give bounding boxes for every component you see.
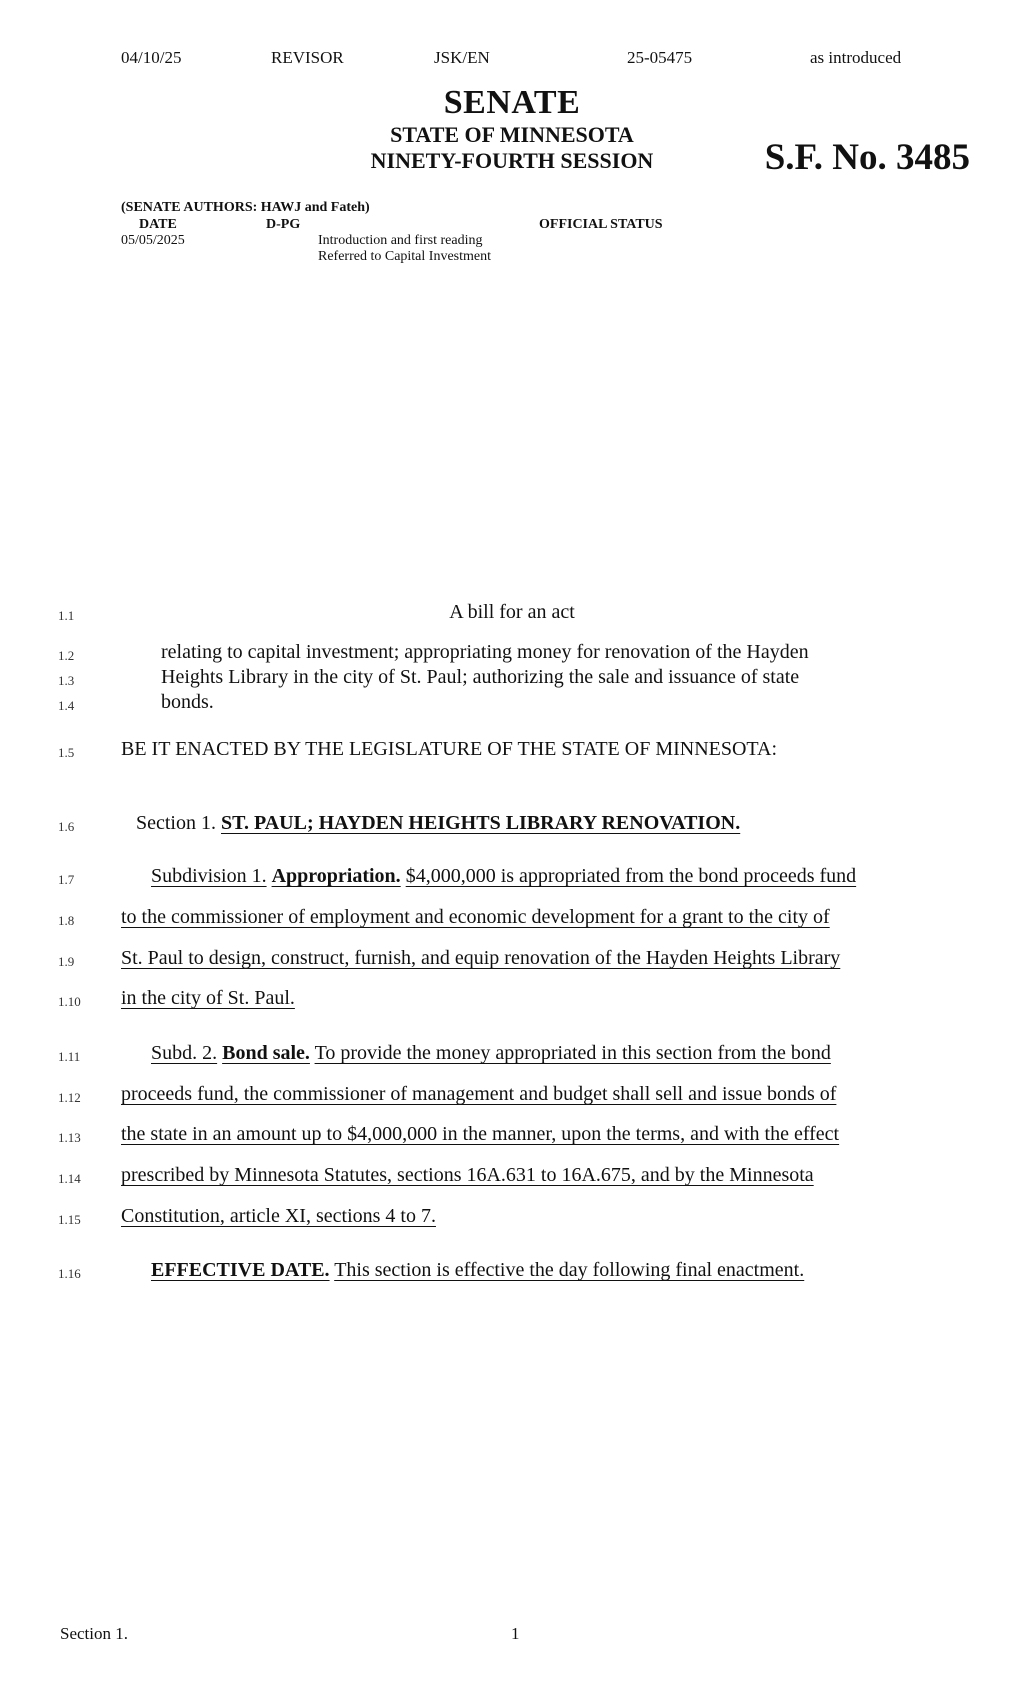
line-number: 1.16 xyxy=(58,1266,81,1281)
line-number: 1.1 xyxy=(58,608,75,623)
subd2-text: To provide the money appropriated in this section from the bond xyxy=(314,1042,831,1064)
subd2-heading: Bond sale. xyxy=(222,1042,310,1064)
header-office: REVISOR xyxy=(271,48,344,67)
subd1-text: $4,000,000 is appropriated from the bond proceeds fund xyxy=(405,865,857,887)
bill-description-line: bonds. xyxy=(161,691,214,713)
enacting-clause: BE IT ENACTED BY THE LEGISLATURE OF THE STATE OF MINNESOTA: xyxy=(121,738,778,760)
line-number: 1.11 xyxy=(58,1049,81,1064)
status-col-official: OFFICIAL STATUS xyxy=(539,217,663,232)
line-number: 1.15 xyxy=(58,1212,81,1227)
subd2-text: the state in an amount up to $4,000,000 in the manner, upon the terms, and with the effect xyxy=(121,1123,840,1145)
bill-description-line: relating to capital investment; appropriating money for renovation of the Hayden xyxy=(161,641,809,663)
subd1-text: St. Paul to design, construct, furnish, and equip renovation of the Hayden Heights Library xyxy=(121,947,841,969)
line-number: 1.3 xyxy=(58,673,75,688)
bill-description-line: Heights Library in the city of St. Paul; authorizing the sale and issuance of state xyxy=(161,666,800,688)
bill-number: S.F. No. 3485 xyxy=(764,137,970,178)
status-entry-action: Introduction and first reading xyxy=(318,233,483,248)
footer-section: Section 1. xyxy=(60,1624,128,1643)
page-number: 1 xyxy=(511,1624,520,1643)
session-title: NINETY-FOURTH SESSION xyxy=(370,148,654,173)
line-number: 1.12 xyxy=(58,1090,81,1105)
subd1-text: in the city of St. Paul. xyxy=(121,987,295,1009)
line-number: 1.7 xyxy=(58,872,75,887)
effective-date-text: This section is effective the day following final enactment. xyxy=(334,1259,805,1281)
line-number: 1.8 xyxy=(58,913,75,928)
section-heading-line xyxy=(136,812,740,835)
effective-date-line xyxy=(151,1259,804,1282)
section-heading: ST. PAUL; HAYDEN HEIGHTS LIBRARY RENOVATION. xyxy=(221,812,741,834)
subd2-label: Subd. 2. xyxy=(151,1042,218,1064)
header-initials: JSK/EN xyxy=(434,48,490,67)
line-number: 1.2 xyxy=(58,648,75,663)
status-entry-date: 05/05/2025 xyxy=(121,233,185,248)
header-date: 04/10/25 xyxy=(121,48,182,67)
subd2-text: prescribed by Minnesota Statutes, sections 16A.631 to 16A.675, and by the Minnesota xyxy=(121,1164,814,1186)
line-number: 1.14 xyxy=(58,1171,81,1186)
status-col-date: DATE xyxy=(139,217,177,232)
subd2-first-line xyxy=(151,1042,831,1065)
subd1-heading: Appropriation. xyxy=(271,865,401,887)
line-number: 1.6 xyxy=(58,819,75,834)
subd1-first-line xyxy=(151,865,856,888)
line-number: 1.10 xyxy=(58,994,81,1009)
status-entry-action: Referred to Capital Investment xyxy=(318,249,491,264)
effective-date-heading: EFFECTIVE DATE. xyxy=(151,1259,330,1281)
subd2-text: Constitution, article XI, sections 4 to 7. xyxy=(121,1205,436,1227)
authors-line: (SENATE AUTHORS: HAWJ and Fateh) xyxy=(121,200,370,215)
subd2-text: proceeds fund, the commissioner of management and budget shall sell and issue bonds of xyxy=(121,1083,837,1105)
chamber-title: SENATE xyxy=(443,84,581,121)
line-number: 1.9 xyxy=(58,954,75,969)
state-title: STATE OF MINNESOTA xyxy=(390,122,634,147)
status-col-dpg: D-PG xyxy=(266,217,301,232)
line-number: 1.13 xyxy=(58,1130,81,1145)
line-number: 1.4 xyxy=(58,698,75,713)
subd1-text: to the commissioner of employment and economic development for a grant to the city of xyxy=(121,906,830,928)
subd1-label: Subdivision 1. xyxy=(151,865,267,887)
section-label: Section 1. xyxy=(136,812,216,834)
header-status: as introduced xyxy=(810,48,902,67)
bill-title: A bill for an act xyxy=(449,601,575,623)
header-doc-number: 25-05475 xyxy=(627,48,693,67)
line-number: 1.5 xyxy=(58,745,75,760)
